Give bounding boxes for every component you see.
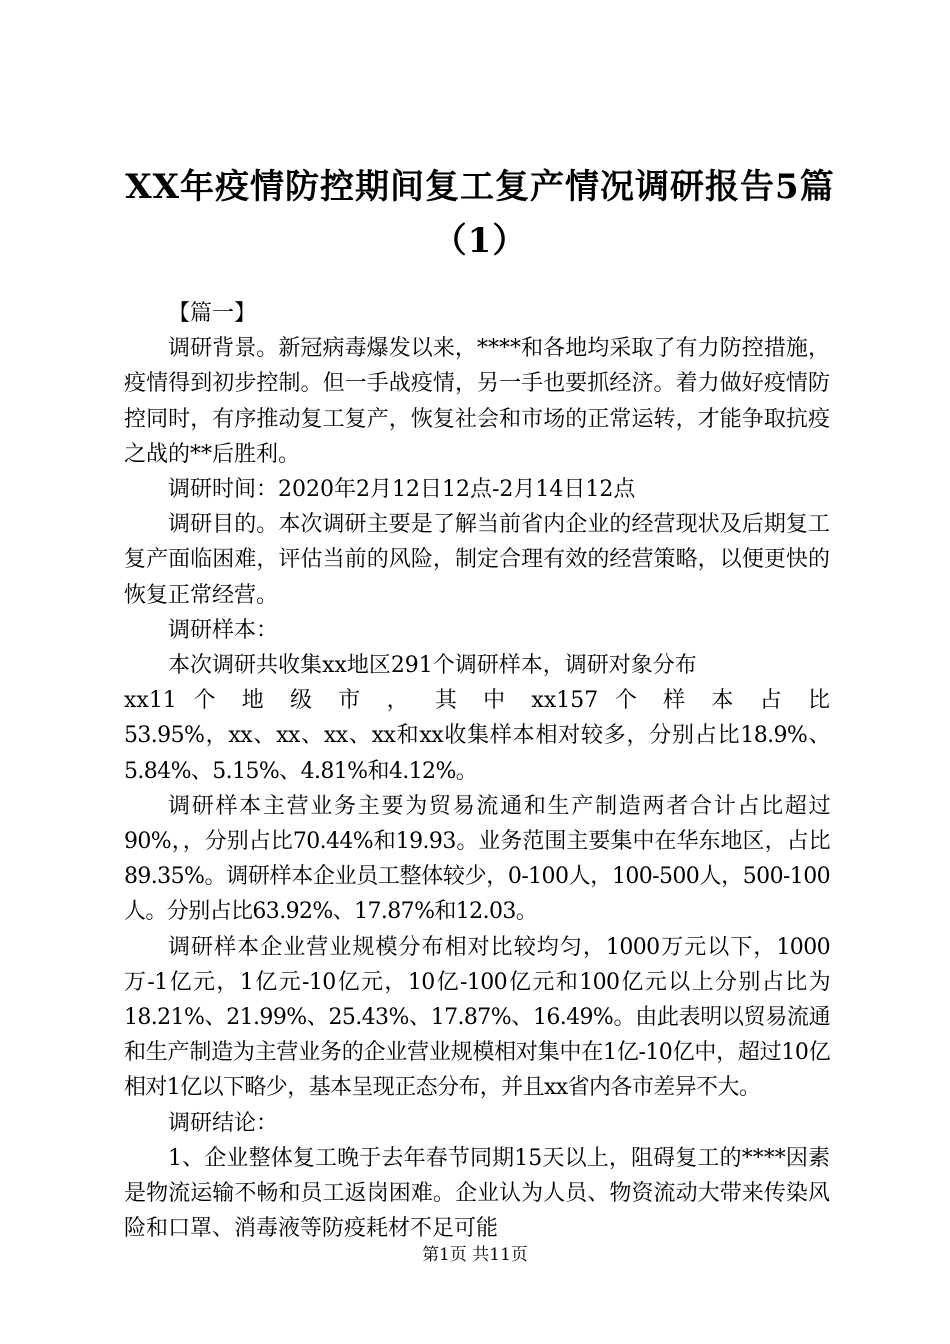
paragraph-conclusion-1: 1、企业整体复工晚于去年春节同期15天以上，阻碍复工的****因素是物流运输不畅和员工返岗困难。企业认为人员、物资流动大带来传染风险和口罩、消毒液等防疫耗材不足可能 bbox=[124, 1145, 830, 1242]
paragraph-time: 调研时间：2020年2月12日12点-2月14日12点 bbox=[168, 477, 636, 503]
paragraph-sample-line-2: xx11 个 地 级 市 ， 其 中 xx157 个 样 本 占 比 bbox=[124, 688, 830, 714]
section-heading: 【篇一】 bbox=[168, 301, 257, 326]
paragraph-sample-rest: 53.95%，xx、xx、xx、xx和xx收集样本相对较多，分别占比18.9%、5.84%、5.15%、4.81%和4.12%。 bbox=[124, 723, 830, 784]
page-indicator: 第1页 共11页 bbox=[422, 1245, 528, 1265]
conclusion-heading: 调研结论： bbox=[168, 1110, 279, 1136]
page-title bbox=[110, 160, 850, 268]
paragraph-scale: 调研样本企业营业规模分布相对比较均匀，1000万元以下，1000万-1亿元，1亿元-10亿元，10亿-100亿元和100亿元以上分别占比为18.21%、21.99%、25.43%、17.87%、16.49%。由此表明以贸易流通和生产制造为主营业务的企业营业规模相对集中在1亿-10亿中，超过10亿相对1亿以下略少，基本呈现正态分布，并且xx省内各市差异不大。 bbox=[124, 934, 830, 1101]
sample-heading: 调研样本： bbox=[168, 617, 279, 643]
paragraph-sample-line-1: 本次调研共收集xx地区291个调研样本，调研对象分布 bbox=[168, 653, 697, 679]
title-line-1: XX年疫情防控期间复工复产情况调研报告5篇 bbox=[125, 167, 835, 207]
title-line-2: （1） bbox=[432, 221, 528, 261]
page-footer bbox=[0, 1244, 950, 1266]
paragraph-background: 调研背景。新冠病毒爆发以来，****和各地均采取了有力防控措施，疫情得到初步控制。但一手战疫情，另一手也要抓经济。着力做好疫情防控同时，有序推动复工复产，恢复社会和市场的正常运转，才能争取抗疫之战的**后胜利。 bbox=[124, 336, 830, 467]
paragraph-business: 调研样本主营业务主要为贸易流通和生产制造两者合计占比超过90%，，分别占比70.44%和19.93。业务范围主要集中在华东地区，占比89.35%。调研样本企业员工整体较少，0-100人，100-500人，500-100人。分别占比63.92%、17.87%和12.03。 bbox=[124, 793, 830, 925]
document-body bbox=[124, 296, 830, 1246]
paragraph-purpose: 调研目的。本次调研主要是了解当前省内企业的经营现状及后期复工复产面临困难，评估当前的风险，制定合理有效的经营策略，以便更快的恢复正常经营。 bbox=[124, 512, 830, 608]
